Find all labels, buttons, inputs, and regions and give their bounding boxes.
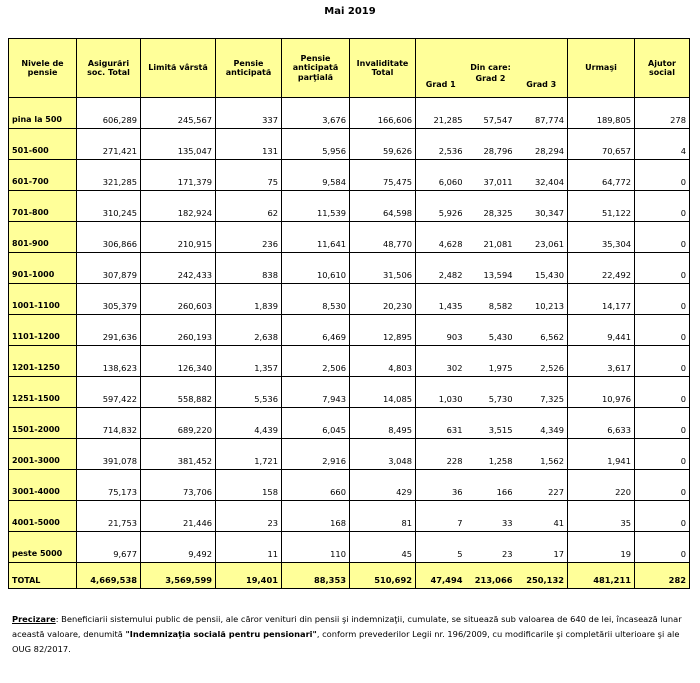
- cell-value: 36: [416, 470, 466, 501]
- header-nivele: Nivele de pensie: [9, 39, 77, 98]
- cell-value: 189,805: [568, 98, 635, 129]
- cell-value: 28,325: [466, 191, 516, 222]
- cell-value: 1,030: [416, 377, 466, 408]
- cell-value: 21,081: [466, 222, 516, 253]
- cell-value: 271,421: [77, 129, 141, 160]
- table-row: [9, 532, 690, 563]
- cell-value: 2,536: [416, 129, 466, 160]
- cell-value: 3,617: [568, 346, 635, 377]
- cell-value: 5: [416, 532, 466, 563]
- cell-value: 321,285: [77, 160, 141, 191]
- cell-value: 0: [635, 222, 690, 253]
- cell-value: 337: [216, 98, 282, 129]
- cell-value: 1,721: [216, 439, 282, 470]
- cell-value: 3,048: [350, 439, 416, 470]
- row-label: 3001-4000: [9, 470, 77, 501]
- cell-value: 10,610: [282, 253, 350, 284]
- cell-value: 5,926: [416, 191, 466, 222]
- cell-value: 6,633: [568, 408, 635, 439]
- cell-value: 11: [216, 532, 282, 563]
- cell-value: 228: [416, 439, 466, 470]
- cell-value: 37,011: [466, 160, 516, 191]
- cell-value: 57,547: [466, 98, 516, 129]
- cell-value: 9,441: [568, 315, 635, 346]
- footnote-bold: "Indemnizaţia socială pentru pensionari": [125, 629, 317, 639]
- row-label: TOTAL: [9, 563, 77, 589]
- table-row: [9, 315, 690, 346]
- header-grad3: Grad 3: [526, 79, 557, 89]
- cell-value: 47,494: [416, 563, 466, 589]
- row-label: 4001-5000: [9, 501, 77, 532]
- header-ajutor: Ajutor social: [635, 39, 690, 98]
- cell-value: 3,569,599: [141, 563, 216, 589]
- cell-value: 236: [216, 222, 282, 253]
- cell-value: 213,066: [466, 563, 516, 589]
- row-label: 501-600: [9, 129, 77, 160]
- cell-value: 689,220: [141, 408, 216, 439]
- table-row: [9, 377, 690, 408]
- cell-value: 2,916: [282, 439, 350, 470]
- cell-value: 242,433: [141, 253, 216, 284]
- header-grad2-cell: [466, 39, 516, 98]
- cell-value: 306,866: [77, 222, 141, 253]
- cell-value: 64,598: [350, 191, 416, 222]
- table-row: [9, 253, 690, 284]
- cell-value: 30,347: [516, 191, 568, 222]
- cell-value: 3,515: [466, 408, 516, 439]
- cell-value: 1,258: [466, 439, 516, 470]
- table-row: [9, 346, 690, 377]
- cell-value: 5,730: [466, 377, 516, 408]
- cell-value: 631: [416, 408, 466, 439]
- cell-value: 75,173: [77, 470, 141, 501]
- row-label: 701-800: [9, 191, 77, 222]
- cell-value: 23,061: [516, 222, 568, 253]
- cell-value: 6,562: [516, 315, 568, 346]
- cell-value: 12,895: [350, 315, 416, 346]
- cell-value: 0: [635, 501, 690, 532]
- cell-value: 87,774: [516, 98, 568, 129]
- table-row: [9, 408, 690, 439]
- cell-value: 4,669,538: [77, 563, 141, 589]
- cell-value: 4: [635, 129, 690, 160]
- cell-value: 381,452: [141, 439, 216, 470]
- cell-value: 73,706: [141, 470, 216, 501]
- cell-value: 558,882: [141, 377, 216, 408]
- cell-value: 714,832: [77, 408, 141, 439]
- cell-value: 1,941: [568, 439, 635, 470]
- cell-value: 168: [282, 501, 350, 532]
- cell-value: 227: [516, 470, 568, 501]
- cell-value: 11,641: [282, 222, 350, 253]
- cell-value: 510,692: [350, 563, 416, 589]
- cell-value: 135,047: [141, 129, 216, 160]
- table-row: [9, 160, 690, 191]
- cell-value: 15,430: [516, 253, 568, 284]
- cell-value: 1,562: [516, 439, 568, 470]
- cell-value: 838: [216, 253, 282, 284]
- cell-value: 5,430: [466, 315, 516, 346]
- cell-value: 3,676: [282, 98, 350, 129]
- cell-value: 660: [282, 470, 350, 501]
- cell-value: 13,594: [466, 253, 516, 284]
- row-label: 1201-1250: [9, 346, 77, 377]
- total-row: [9, 563, 690, 589]
- cell-value: 245,567: [141, 98, 216, 129]
- cell-value: 7,943: [282, 377, 350, 408]
- row-label: 1101-1200: [9, 315, 77, 346]
- cell-value: 210,915: [141, 222, 216, 253]
- footnote-text: : Beneficiarii sistemului public de pensii, ale căror venituri din pensii şi indemnizaţii, cumulate, se situează sub valoarea de 640 de lei, încasează lunar această valoare, denumită: [12, 614, 682, 639]
- cell-value: 88,353: [282, 563, 350, 589]
- cell-value: 4,803: [350, 346, 416, 377]
- cell-value: 22,492: [568, 253, 635, 284]
- cell-value: 310,245: [77, 191, 141, 222]
- cell-value: 220: [568, 470, 635, 501]
- cell-value: 0: [635, 439, 690, 470]
- cell-value: 35,304: [568, 222, 635, 253]
- cell-value: 2,506: [282, 346, 350, 377]
- cell-value: 182,924: [141, 191, 216, 222]
- table-row: [9, 191, 690, 222]
- cell-value: 19: [568, 532, 635, 563]
- header-grad2: Grad 2: [475, 74, 506, 83]
- cell-value: 171,379: [141, 160, 216, 191]
- cell-value: 64,772: [568, 160, 635, 191]
- cell-value: 41: [516, 501, 568, 532]
- cell-value: 429: [350, 470, 416, 501]
- cell-value: 51,122: [568, 191, 635, 222]
- cell-value: 606,289: [77, 98, 141, 129]
- cell-value: 62: [216, 191, 282, 222]
- cell-value: 75: [216, 160, 282, 191]
- cell-value: 2,482: [416, 253, 466, 284]
- cell-value: 14,085: [350, 377, 416, 408]
- header-din-care: Din care:: [470, 62, 511, 72]
- cell-value: 33: [466, 501, 516, 532]
- cell-value: 2,526: [516, 346, 568, 377]
- cell-value: 11,539: [282, 191, 350, 222]
- cell-value: 166: [466, 470, 516, 501]
- cell-value: 0: [635, 160, 690, 191]
- cell-value: 7: [416, 501, 466, 532]
- cell-value: 23: [216, 501, 282, 532]
- cell-value: 126,340: [141, 346, 216, 377]
- header-row: [9, 39, 690, 98]
- cell-value: 28,294: [516, 129, 568, 160]
- cell-value: 1,435: [416, 284, 466, 315]
- cell-value: 6,469: [282, 315, 350, 346]
- cell-value: 0: [635, 346, 690, 377]
- cell-value: 291,636: [77, 315, 141, 346]
- cell-value: 19,401: [216, 563, 282, 589]
- cell-value: 138,623: [77, 346, 141, 377]
- cell-value: 166,606: [350, 98, 416, 129]
- cell-value: 278: [635, 98, 690, 129]
- cell-value: 70,657: [568, 129, 635, 160]
- cell-value: 17: [516, 532, 568, 563]
- cell-value: 302: [416, 346, 466, 377]
- row-label: 601-700: [9, 160, 77, 191]
- cell-value: 2,638: [216, 315, 282, 346]
- cell-value: 4,439: [216, 408, 282, 439]
- cell-value: 0: [635, 408, 690, 439]
- row-label: peste 5000: [9, 532, 77, 563]
- cell-value: 158: [216, 470, 282, 501]
- cell-value: 45: [350, 532, 416, 563]
- cell-value: 5,536: [216, 377, 282, 408]
- cell-value: 23: [466, 532, 516, 563]
- cell-value: 9,677: [77, 532, 141, 563]
- cell-value: 4,628: [416, 222, 466, 253]
- cell-value: 4,349: [516, 408, 568, 439]
- cell-value: 260,603: [141, 284, 216, 315]
- header-grad1: Grad 1: [425, 79, 456, 89]
- cell-value: 10,213: [516, 284, 568, 315]
- cell-value: 1,839: [216, 284, 282, 315]
- table-row: [9, 470, 690, 501]
- cell-value: 0: [635, 191, 690, 222]
- header-anticipata: Pensie anticipată: [216, 39, 282, 98]
- row-label: 1251-1500: [9, 377, 77, 408]
- cell-value: 1,357: [216, 346, 282, 377]
- cell-value: 21,285: [416, 98, 466, 129]
- table-row: [9, 439, 690, 470]
- cell-value: 21,446: [141, 501, 216, 532]
- cell-value: 391,078: [77, 439, 141, 470]
- cell-value: 6,045: [282, 408, 350, 439]
- cell-value: 81: [350, 501, 416, 532]
- cell-value: 8,582: [466, 284, 516, 315]
- cell-value: 31,506: [350, 253, 416, 284]
- header-partiala: Pensie anticipată parţială: [282, 39, 350, 98]
- cell-value: 32,404: [516, 160, 568, 191]
- cell-value: 7,325: [516, 377, 568, 408]
- footnote-lead: Precizare: [12, 614, 56, 624]
- table-row: [9, 501, 690, 532]
- cell-value: 75,475: [350, 160, 416, 191]
- cell-value: 0: [635, 284, 690, 315]
- cell-value: 0: [635, 532, 690, 563]
- header-asigurari: Asigurări soc. Total: [77, 39, 141, 98]
- cell-value: 1,975: [466, 346, 516, 377]
- cell-value: 14,177: [568, 284, 635, 315]
- cell-value: 260,193: [141, 315, 216, 346]
- cell-value: 6,060: [416, 160, 466, 191]
- cell-value: 903: [416, 315, 466, 346]
- cell-value: 481,211: [568, 563, 635, 589]
- row-label: pina la 500: [9, 98, 77, 129]
- cell-value: 0: [635, 315, 690, 346]
- cell-value: 8,530: [282, 284, 350, 315]
- cell-value: 5,956: [282, 129, 350, 160]
- footnote-tail: , conform prevederilor Legii nr. 196/2009, cu modificarile şi completării ulterioare şi ale OUG 82/2017.: [12, 629, 680, 654]
- cell-value: 21,753: [77, 501, 141, 532]
- cell-value: 131: [216, 129, 282, 160]
- cell-value: 597,422: [77, 377, 141, 408]
- cell-value: 9,492: [141, 532, 216, 563]
- row-label: 2001-3000: [9, 439, 77, 470]
- footnote: [12, 612, 692, 657]
- cell-value: 250,132: [516, 563, 568, 589]
- table-row: [9, 284, 690, 315]
- pension-table: [8, 38, 690, 589]
- cell-value: 28,796: [466, 129, 516, 160]
- row-label: 901-1000: [9, 253, 77, 284]
- cell-value: 9,584: [282, 160, 350, 191]
- header-limita: Limită vârstă: [141, 39, 216, 98]
- page-title: Mai 2019: [324, 6, 376, 17]
- table-row: [9, 98, 690, 129]
- cell-value: 20,230: [350, 284, 416, 315]
- cell-value: 59,626: [350, 129, 416, 160]
- header-grad3-cell: [516, 39, 568, 98]
- cell-value: 0: [635, 253, 690, 284]
- cell-value: 0: [635, 470, 690, 501]
- cell-value: 10,976: [568, 377, 635, 408]
- cell-value: 110: [282, 532, 350, 563]
- cell-value: 8,495: [350, 408, 416, 439]
- cell-value: 35: [568, 501, 635, 532]
- header-invaliditate: Invaliditate Total: [350, 39, 416, 98]
- header-grad1-cell: [416, 39, 466, 98]
- cell-value: 48,770: [350, 222, 416, 253]
- table-row: [9, 222, 690, 253]
- table-row: [9, 129, 690, 160]
- header-urmasi: Urmaşi: [568, 39, 635, 98]
- cell-value: 0: [635, 377, 690, 408]
- row-label: 1001-1100: [9, 284, 77, 315]
- row-label: 1501-2000: [9, 408, 77, 439]
- row-label: 801-900: [9, 222, 77, 253]
- cell-value: 282: [635, 563, 690, 589]
- cell-value: 305,379: [77, 284, 141, 315]
- cell-value: 307,879: [77, 253, 141, 284]
